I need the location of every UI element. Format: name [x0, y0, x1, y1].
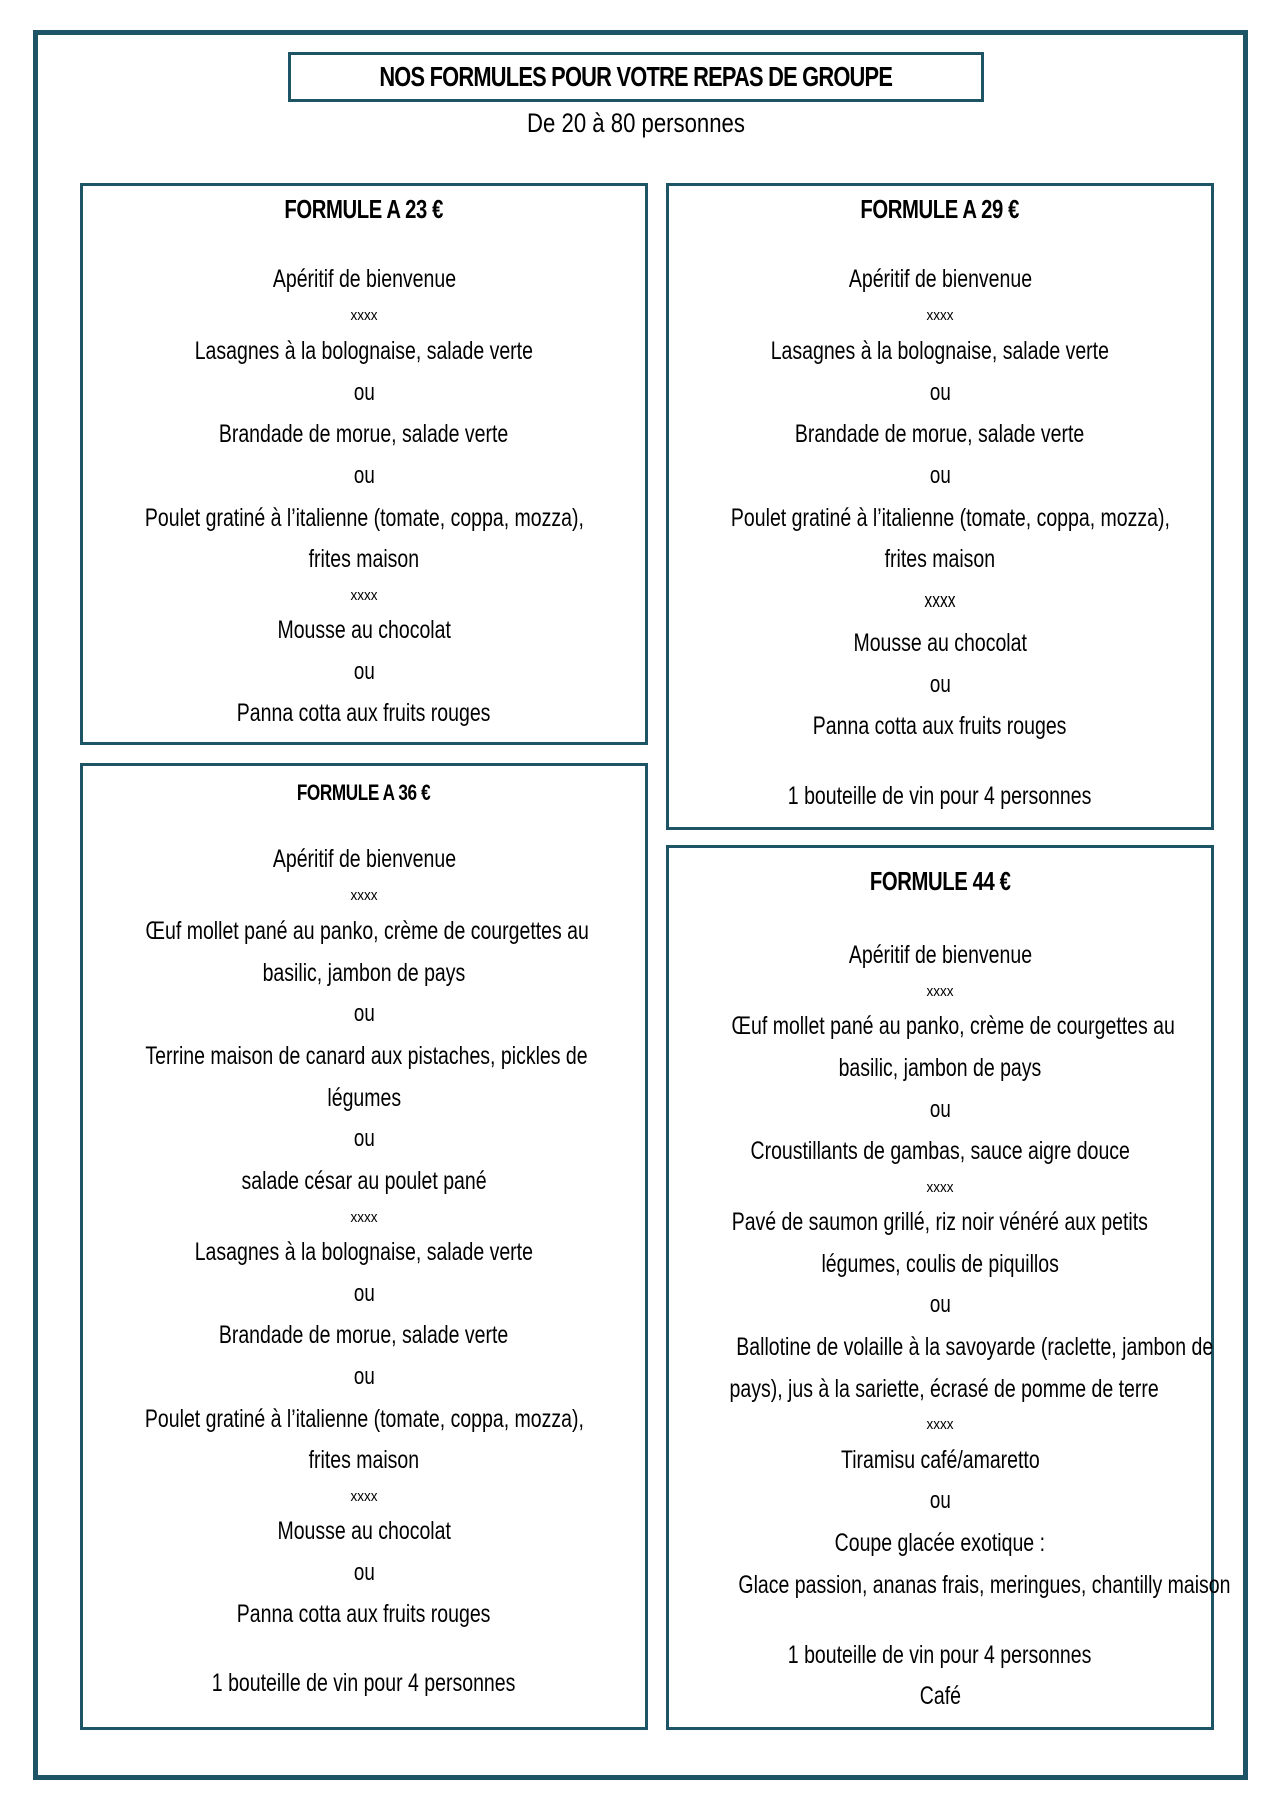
or-separator: ou [353, 462, 375, 489]
menu-line: Terrine maison de canard aux pistaches, pickles de [145, 1042, 588, 1070]
course-separator: xxxx [350, 887, 378, 904]
menu-line: Croustillants de gambas, sauce aigre douce [750, 1137, 1130, 1165]
formule-44-box [666, 845, 1231, 1730]
menu-line: Coupe glacée exotique : [834, 1529, 1046, 1557]
formule-36-box [80, 763, 648, 1730]
menu-line: Apéritif de bienvenue [272, 265, 456, 293]
menu-line: Poulet gratiné à l’italienne (tomate, coppa, mozza), [144, 1405, 584, 1433]
menu-line: Apéritif de bienvenue [848, 265, 1032, 293]
menu-line: Ballotine de volaille à la savoyarde (raclette, jambon de [736, 1333, 1214, 1361]
menu-line: Poulet gratiné à l’italienne (tomate, coppa, mozza), [730, 504, 1170, 532]
or-separator: ou [353, 1125, 375, 1152]
menu-line: Œuf mollet pané au panko, crème de courgettes au [731, 1012, 1175, 1040]
menu-line: Poulet gratiné à l’italienne (tomate, coppa, mozza), [144, 504, 584, 532]
formule-36-title: FORMULE A 36 € [297, 780, 431, 805]
menu-line: Lasagnes à la bolognaise, salade verte [770, 337, 1110, 365]
or-separator: ou [353, 1559, 375, 1586]
menu-line: frites maison [308, 545, 420, 573]
formule-29-box [666, 183, 1214, 830]
formule-23-title: FORMULE A 23 € [284, 194, 444, 224]
menu-line: Brandade de morue, salade verte [219, 420, 509, 448]
menu-line: frites maison [884, 545, 996, 573]
menu-line: légumes, coulis de piquillos [821, 1250, 1059, 1278]
course-separator: xxxx [926, 1179, 954, 1196]
course-separator: xxxx [924, 590, 956, 612]
menu-line: basilic, jambon de pays [262, 959, 466, 987]
or-separator: ou [929, 1487, 951, 1514]
menu-line: pays), jus à la sariette, écrasé de pomme de terre [729, 1375, 1159, 1403]
or-separator: ou [929, 1096, 951, 1123]
coffee-line: Café [919, 1682, 961, 1710]
menu-line: Panna cotta aux fruits rouges [237, 1600, 491, 1628]
or-separator: ou [929, 462, 951, 489]
menu-line: Brandade de morue, salade verte [795, 420, 1085, 448]
or-separator: ou [353, 1000, 375, 1027]
menu-line: Lasagnes à la bolognaise, salade verte [194, 1238, 534, 1266]
formule-23-box [80, 183, 648, 745]
formule-29-title: FORMULE A 29 € [860, 194, 1020, 224]
menu-line: basilic, jambon de pays [838, 1054, 1042, 1082]
menu-line: Mousse au chocolat [853, 629, 1027, 657]
course-separator: xxxx [350, 1209, 378, 1226]
formule-44-title: FORMULE 44 € [869, 866, 1011, 896]
menu-line: légumes [327, 1084, 401, 1112]
menu-line: Tiramisu café/amaretto [840, 1446, 1040, 1474]
course-separator: xxxx [350, 1488, 378, 1505]
page-subtitle: De 20 à 80 personnes [527, 108, 745, 138]
menu-line: Mousse au chocolat [277, 1517, 451, 1545]
menu-line: Pavé de saumon grillé, riz noir vénéré aux petits [731, 1208, 1149, 1236]
or-separator: ou [929, 1291, 951, 1318]
menu-line: Panna cotta aux fruits rouges [813, 712, 1067, 740]
wine-line: 1 bouteille de vin pour 4 personnes [212, 1669, 516, 1697]
wine-line: 1 bouteille de vin pour 4 personnes [788, 782, 1092, 810]
wine-line: 1 bouteille de vin pour 4 personnes [788, 1641, 1092, 1669]
course-separator: xxxx [350, 587, 378, 604]
page-title: NOS FORMULES POUR VOTRE REPAS DE GROUPE [379, 61, 893, 92]
course-separator: xxxx [926, 983, 954, 1000]
or-separator: ou [353, 1363, 375, 1390]
or-separator: ou [353, 1280, 375, 1307]
menu-line: frites maison [308, 1446, 420, 1474]
title-box [288, 52, 984, 102]
menu-line: Lasagnes à la bolognaise, salade verte [194, 337, 534, 365]
or-separator: ou [929, 379, 951, 406]
course-separator: xxxx [926, 1416, 954, 1433]
menu-line: Glace passion, ananas frais, meringues, chantilly maison [738, 1571, 1231, 1599]
menu-line: Mousse au chocolat [277, 616, 451, 644]
menu-line: Brandade de morue, salade verte [219, 1321, 509, 1349]
menu-line: salade césar au poulet pané [241, 1167, 487, 1195]
menu-line: Panna cotta aux fruits rouges [237, 699, 491, 727]
course-separator: xxxx [350, 307, 378, 324]
or-separator: ou [353, 658, 375, 685]
or-separator: ou [353, 379, 375, 406]
menu-line: Œuf mollet pané au panko, crème de courgettes au [145, 917, 589, 945]
course-separator: xxxx [926, 307, 954, 324]
menu-line: Apéritif de bienvenue [272, 845, 456, 873]
or-separator: ou [929, 671, 951, 698]
menu-line: Apéritif de bienvenue [848, 941, 1032, 969]
